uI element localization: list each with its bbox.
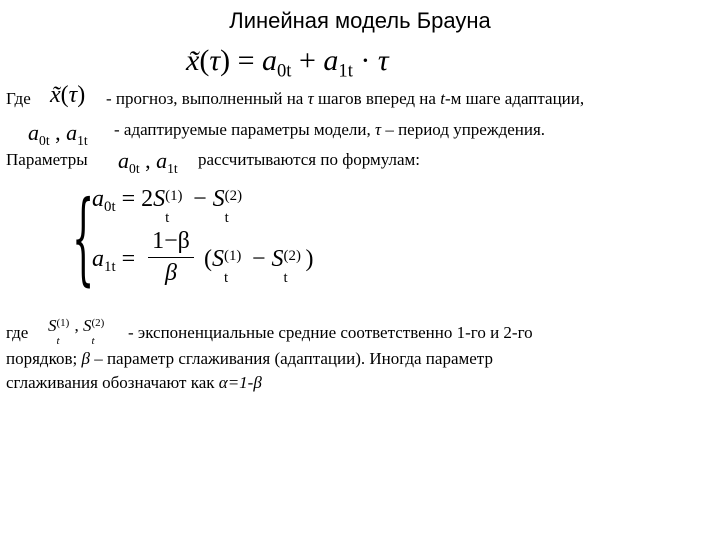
explanation-paragraph: порядков; β – параметр сглаживания (адаптации). Иногда параметр сглаживания обозначают как α=1-β [6, 349, 493, 392]
equation-a1-rhs: (S (1) t − S (2) t ) [204, 246, 314, 286]
where-prefix: где [6, 323, 29, 342]
fraction-numerator: 1−β [148, 228, 194, 258]
line1-text: - прогноз, выполненный на τ шагов вперед на t-м шаге адаптации, [106, 89, 585, 108]
slide-title: Линейная модель Брауна [229, 8, 491, 33]
main-formula: x̃(τ) = $a_{0t} + a_{1t} \cdot \tau$ [186, 44, 389, 82]
equation-a1-lhs: $a_{1t}$ = [92, 246, 136, 276]
left-brace: { [72, 179, 95, 296]
fraction [148, 228, 194, 287]
line2-text: - адаптируемые параметры модели, τ – период упреждения. [114, 120, 546, 139]
x-tilde-symbol: x̃ [186, 44, 200, 77]
forecast-symbol: x̃(τ) [50, 82, 86, 108]
line3-text: рассчитываются по формулам: [198, 150, 420, 169]
params-symbols-2: $a_{0t}$ , $a_{1t}$ [118, 148, 178, 176]
alpha-formula: α=1-β [218, 373, 262, 392]
fraction-denominator: β [165, 260, 177, 286]
smoothed-averages-symbols: S (1) t , S (2) t [48, 316, 105, 347]
equation-a0: $a_{0t} = 2S$ (1) t − S (2) t [92, 186, 243, 226]
line1-prefix: Где [6, 89, 31, 108]
params-symbols: $a_{0t}$ , $a_{1t}$ [28, 120, 88, 148]
where-text: - экспоненциальные средние соответственно 1-го и 2-го [128, 323, 533, 342]
line3-prefix: Параметры [6, 150, 88, 169]
